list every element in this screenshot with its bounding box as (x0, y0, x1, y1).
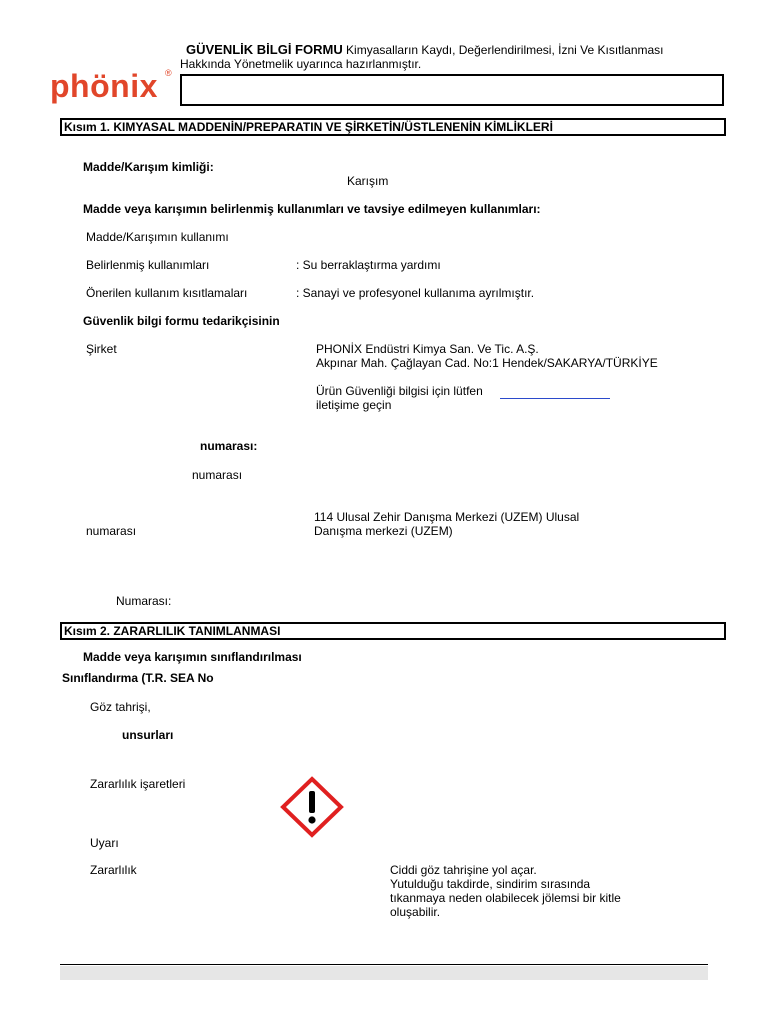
identity-label: Madde/Karışım kimliği: (83, 160, 214, 174)
identified-uses-label: Belirlenmiş kullanımları (86, 258, 210, 272)
contact-text (316, 384, 483, 412)
exclamation-mark-ghs-icon (280, 776, 344, 838)
identified-uses-value: : Su berraklaştırma yardımı (296, 258, 441, 272)
restriction-value: : Sanayi ve profesyonel kullanıma ayrılmıştır. (296, 286, 535, 300)
document-subtitle: Hakkında Yönetmelik uyarınca hazırlanmıştır. (180, 57, 422, 71)
document-title (186, 42, 664, 57)
classification-subheading: Sınıflandırma (T.R. SEA No (62, 671, 214, 685)
eye-irritation-class: Göz tahrişi, (90, 700, 151, 714)
header-empty-box (180, 74, 724, 106)
use-label: Madde/Karışımın kullanımı (86, 230, 229, 244)
footer-divider (60, 964, 708, 965)
document-title-rest: Kimyasalların Kaydı, Değerlendirilmesi, İzni Ve Kısıtlanması (342, 43, 664, 57)
hazard-statements-label: Zararlılık (90, 863, 137, 877)
section-1-heading: Kısım 1. KIMYASAL MADDENİN/PREPARATIN VE ŞİRKETİN/ÜSTLENENİN KİMLİKLERİ (60, 118, 726, 136)
emergency-line-1: 114 Ulusal Zehir Danışma Merkezi (UZEM) Ulusal (314, 510, 580, 524)
hazard-line-4: oluşabilir. (390, 905, 441, 919)
company-label: Şirket (86, 342, 117, 356)
phone-number-heading: numarası: (200, 439, 258, 453)
identity-value: Karışım (347, 174, 389, 188)
classification-heading: Madde veya karışımın sınıflandırılması (83, 650, 302, 664)
emergency-line-2: Danışma merkezi (UZEM) (314, 524, 453, 538)
contact-email-link[interactable] (500, 398, 610, 399)
phone-number-label: numarası (192, 468, 243, 482)
footer-bar (60, 966, 708, 980)
label-elements-heading: unsurları (122, 728, 174, 742)
pictograms-label: Zararlılık işaretleri (90, 777, 186, 791)
hazard-line-2: Yutulduğu takdirde, sindirim sırasında (390, 877, 591, 891)
contact-line-2: iletişime geçin (316, 398, 392, 412)
emergency-number-label: numarası (86, 524, 137, 538)
emergency-number-value (314, 510, 579, 538)
company-logo: phönix (50, 68, 158, 104)
supplier-heading: Güvenlik bilgi formu tedarikçisinin (83, 314, 280, 328)
signal-word-label: Uyarı (90, 836, 119, 850)
company-street: Akpınar Mah. Çağlayan Cad. No:1 Hendek/SAKARYA/TÜRKİYE (316, 356, 658, 370)
section-2-heading: Kısım 2. ZARARLILIK TANIMLANMASI (60, 622, 726, 640)
hazard-statements (390, 863, 621, 919)
registered-mark: ® (165, 68, 172, 78)
document-title-bold: GÜVENLİK BİLGİ FORMU (186, 42, 343, 57)
number-label-last: Numarası: (116, 594, 172, 608)
contact-line-1: Ürün Güvenliği bilgisi için lütfen (316, 384, 483, 398)
restriction-label: Önerilen kullanım kısıtlamaları (86, 286, 248, 300)
hazard-line-1: Ciddi göz tahrişine yol açar. (390, 863, 537, 877)
company-address (316, 342, 658, 370)
company-name: PHONİX Endüstri Kimya San. Ve Tic. A.Ş. (316, 342, 539, 356)
uses-heading: Madde veya karışımın belirlenmiş kullanımları ve tavsiye edilmeyen kullanımları: (83, 202, 541, 216)
hazard-line-3: tıkanmaya neden olabilecek jölemsi bir kitle (390, 891, 621, 905)
